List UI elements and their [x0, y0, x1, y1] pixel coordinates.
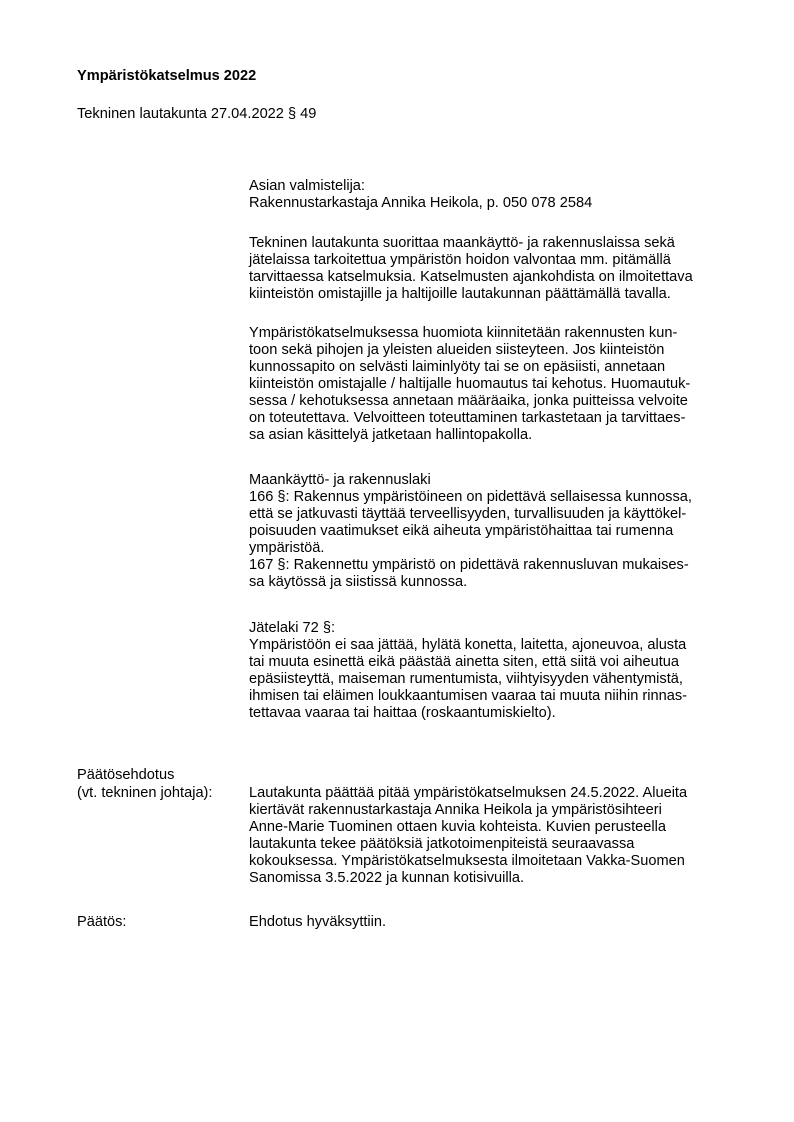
text-line: kiertävät rakennustarkastaja Annika Heikola ja ympäristösihteeri [249, 802, 662, 818]
law-mrl-block [249, 472, 749, 591]
text-line: Tekninen lautakunta suorittaa maankäyttö- ja rakennuslaissa sekä [249, 235, 675, 251]
text-line: toon sekä pihojen ja yleisten alueiden siisteyteen. Jos kiinteistön [249, 342, 665, 358]
text-line: sa asian käsittelyä jatketaan hallintopakolla. [249, 427, 533, 443]
text-line: Ympäristöön ei saa jättää, hylätä konetta, laitetta, ajoneuvoa, alusta [249, 637, 687, 653]
text-line: Lautakunta päättää pitää ympäristökatselmuksen 24.5.2022. Alueita [249, 785, 688, 801]
text-line: kunnossapito on selvästi laiminlyöty tai se on epäsiisti, annetaan [249, 359, 666, 375]
text-line: sa käytössä ja siistissä kunnossa. [249, 574, 468, 590]
text-line: ihmisen tai eläimen loukkaantumisen vaaraa tai muuta niihin rinnas- [249, 688, 688, 704]
preparer-label: Asian valmistelija: [249, 178, 365, 194]
text-line: jätelaissa tarkoitettua ympäristön hoidon valvontaa mm. pitämällä [249, 252, 671, 268]
law-heading: Jätelaki 72 §: [249, 620, 335, 636]
text-line: epäsiisteyttä, maiseman rumentumista, viihtyisyyden vähentymistä, [249, 671, 683, 687]
text-line: lautakunta tekee päätöksiä jatkotoimenpiteistä seuraavassa [249, 836, 635, 852]
text-line: että se jatkuvasti täyttää terveellisyyden, turvallisuuden ja käyttökel- [249, 506, 687, 522]
text-line: on toteutettava. Velvoitteen toteuttaminen tarkastetaan ja tarvittaes- [249, 410, 686, 426]
text-line: 167 §: Rakennettu ympäristö on pidettävä rakennusluvan mukaises- [249, 557, 689, 573]
meeting-reference: Tekninen lautakunta 27.04.2022 § 49 [77, 106, 317, 122]
paragraph-1 [249, 235, 749, 303]
decision-label: Päätös: [77, 914, 127, 930]
text-line: tettavaa vaaraa tai haittaa (roskaantumiskielto). [249, 705, 556, 721]
text-line: tai muuta esinettä eikä päästää ainetta siten, että siitä voi aiheutua [249, 654, 679, 670]
decision-text: Ehdotus hyväksyttiin. [249, 914, 387, 930]
text-line: kokouksessa. Ympäristökatselmuksesta ilmoitetaan Vakka-Suomen [249, 853, 685, 869]
text-line: Sanomissa 3.5.2022 ja kunnan kotisivuilla. [249, 870, 525, 886]
preparer-block [249, 178, 749, 212]
document-title: Ympäristökatselmus 2022 [77, 68, 257, 84]
proposal-label: Päätösehdotus [77, 767, 175, 783]
text-line: Ympäristökatselmuksessa huomiota kiinnitetään rakennusten kun- [249, 325, 678, 341]
text-line: poisuuden vaatimukset eikä aiheuta ympäristöhaittaa tai rumenna [249, 523, 674, 539]
proposal-author-label: (vt. tekninen johtaja): [77, 785, 213, 801]
text-line: 166 §: Rakennus ympäristöineen on pidettävä sellaisessa kunnossa, [249, 489, 692, 505]
text-line: sessa / kehotuksessa annetaan määräaika, jonka puitteissa velvoite [249, 393, 688, 409]
proposal-text [249, 785, 749, 887]
text-line: Anne-Marie Tuominen ottaen kuvia kohteista. Kuvien perusteella [249, 819, 666, 835]
text-line: kiinteistön omistajille ja haltijoille lautakunnan päättämällä tavalla. [249, 286, 671, 302]
text-line: tarvittaessa katselmuksia. Katselmusten ajankohdista on ilmoitettava [249, 269, 693, 285]
paragraph-2 [249, 325, 749, 444]
preparer-name: Rakennustarkastaja Annika Heikola, p. 050 078 2584 [249, 195, 593, 211]
text-line: ympäristöä. [249, 540, 325, 556]
law-jatelaki-block [249, 620, 749, 722]
law-heading: Maankäyttö- ja rakennuslaki [249, 472, 431, 488]
text-line: kiinteistön omistajalle / haltijalle huomautus tai kehotus. Huomautuk- [249, 376, 691, 392]
